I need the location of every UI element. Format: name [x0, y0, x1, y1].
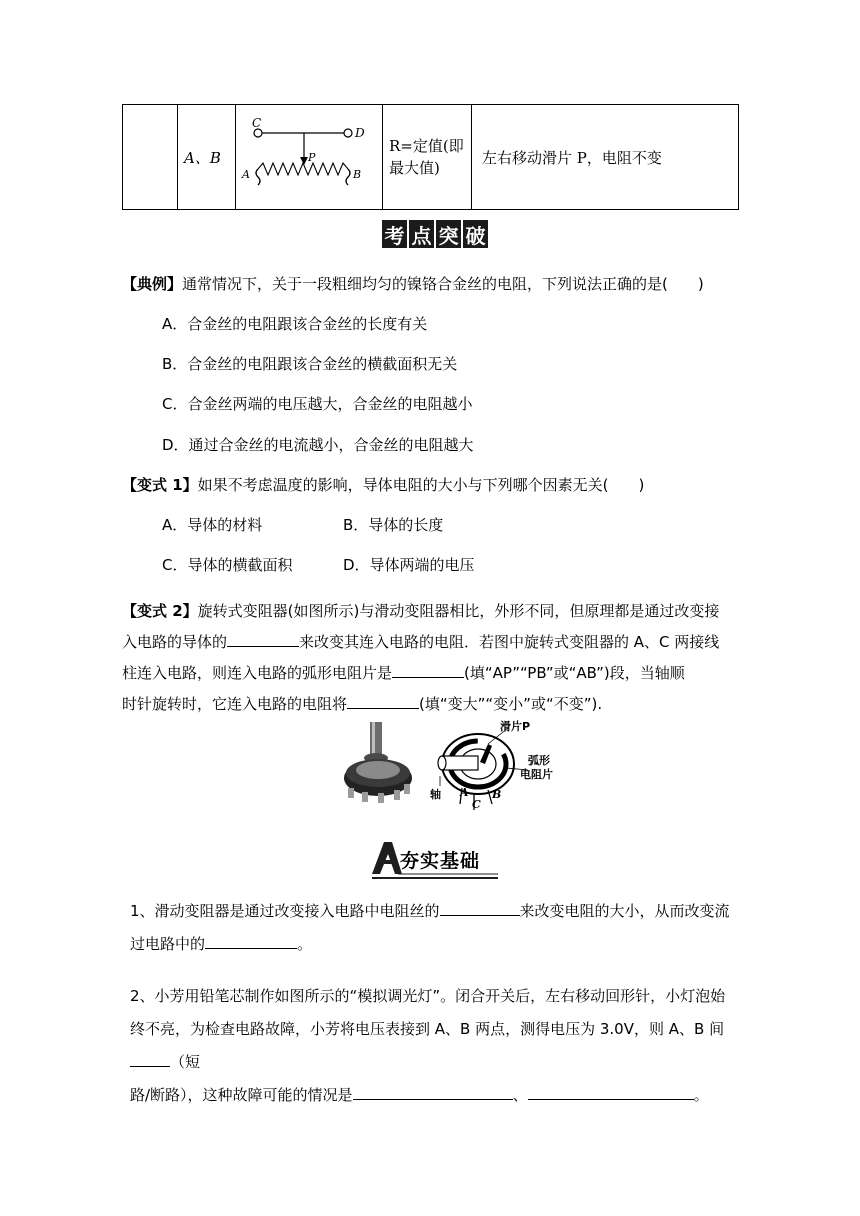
variant2-line3-b: (填“AP”“PB”或“AB”)段，当轴顺	[464, 664, 685, 682]
rotary-rheostat-diagram	[428, 716, 588, 812]
q1-text-d: 。	[297, 935, 313, 953]
variant2-line3-a: 柱连入电路，则连入电路的弧形电阻片是	[122, 664, 393, 682]
rheostat-table-row	[122, 104, 739, 210]
heading-char: 点	[409, 220, 434, 248]
section-heading-foundation	[368, 838, 500, 880]
label-fig-c: C	[472, 798, 481, 811]
blank-q1-1[interactable]	[440, 899, 520, 916]
question-2	[130, 980, 745, 1112]
q2-text-3b: 、	[512, 1086, 528, 1104]
label-d: D	[355, 126, 365, 140]
q2-text-2a: 终不亮，为检查电路故障，小芳将电压表接到 A、B 两点，测得电压为 3.0V，则 A、B 间	[130, 1020, 725, 1038]
example-option-d: D．通过合金丝的电流越小，合金丝的电阻越大	[162, 436, 474, 454]
terminals-cell: A、B	[178, 105, 236, 210]
q2-line-1: 2、小芳用铅笔芯制作如图所示的“模拟调光灯”。闭合开关后，左右移动回形针，小灯泡始	[130, 987, 726, 1005]
blank-q2-2[interactable]	[353, 1083, 513, 1100]
heading-char: 破	[463, 220, 488, 248]
variant1-label: 【变式 1】	[122, 476, 198, 494]
label-arc-1: 弧形	[528, 754, 550, 767]
variant2-line2-a: 入电路的导体的	[122, 633, 228, 651]
example-question	[122, 274, 704, 294]
label-fig-b: B	[492, 788, 502, 801]
rotary-rheostat-photo-icon	[338, 718, 418, 810]
variant2-line4-a: 时针旋转时，它连入电路的电阻将	[122, 695, 348, 713]
variant2-label: 【变式 2】	[122, 602, 198, 620]
blank-q1-2[interactable]	[205, 932, 297, 949]
diagram-cell	[236, 105, 383, 210]
lead-a-icon	[256, 169, 260, 185]
label-slider: 滑片P	[500, 720, 531, 733]
q2-text-3a: 路/断路），这种故障可能的情况是	[130, 1086, 353, 1104]
resistance-wire-icon	[258, 163, 348, 175]
slider-arrow-icon	[300, 157, 308, 165]
variant2-line4-b: (填“变大”“变小”或“不变”).	[419, 695, 603, 713]
label-c: C	[252, 116, 262, 130]
empty-cell	[123, 105, 178, 210]
label-arc-2: 电阻片	[520, 768, 553, 781]
variant1-option-c: C．导体的横截面积	[162, 556, 293, 574]
label-b: B	[353, 168, 362, 181]
example-text: 通常情况下，关于一段粗细均匀的镍铬合金丝的电阻，下列说法正确的是( )	[182, 275, 704, 293]
foundation-title: 夯实基础	[400, 850, 481, 872]
heading-char: 考	[382, 220, 407, 248]
section-heading-exam-points	[382, 220, 488, 248]
blank-q2-3[interactable]	[528, 1083, 694, 1100]
example-option-b: B．合金丝的电阻跟该合金丝的横截面积无关	[162, 355, 458, 373]
rotary-rheostat-photo	[338, 718, 418, 810]
example-option-a: A．合金丝的电阻跟该合金丝的长度有关	[162, 315, 428, 333]
label-a: A	[242, 168, 250, 181]
q1-text-b: 来改变电阻的大小，从而改变流	[519, 902, 730, 920]
variant2-question	[122, 596, 742, 720]
heading-char: 突	[436, 220, 461, 248]
lead-b-icon	[346, 169, 350, 185]
blank-variant2-3[interactable]	[347, 692, 419, 709]
label-p: P	[308, 151, 316, 164]
question-1	[130, 895, 730, 961]
variant1-option-d: D．导体两端的电压	[343, 556, 475, 574]
example-label: 【典例】	[122, 275, 183, 293]
slide-rheostat-diagram	[236, 105, 382, 209]
variant2-line2-b: 来改变其连入电路的电阻．若图中旋转式变阻器的 A、C 两接线	[299, 633, 720, 651]
q1-text-c: 过电路中的	[130, 935, 206, 953]
terminal-d-icon	[344, 129, 352, 137]
resistance-cell: R=定值(即最大值)	[383, 105, 472, 210]
q2-text-3c: 。	[693, 1086, 709, 1104]
effect-cell: 左右移动滑片 P，电阻不变	[472, 105, 739, 210]
variant1-question	[122, 475, 644, 495]
terminal-c-icon	[254, 129, 262, 137]
rotary-diagram-icon	[428, 716, 588, 812]
variant1-option-a: A．导体的材料	[162, 516, 263, 534]
blank-variant2-2[interactable]	[392, 661, 464, 678]
example-option-c: C．合金丝两端的电压越大，合金丝的电阻越小	[162, 395, 473, 413]
blank-q2-1[interactable]	[130, 1050, 170, 1067]
variant1-option-b: B．导体的长度	[343, 516, 444, 534]
q2-text-2b: （短	[170, 1053, 201, 1071]
variant2-line1: 旋转式变阻器(如图所示)与滑动变阻器相比，外形不同，但原理都是通过改变接	[197, 602, 720, 620]
label-axis: 轴	[430, 788, 441, 801]
q1-text-a: 1、滑动变阻器是通过改变接入电路中电阻丝的	[130, 902, 440, 920]
blank-variant2-1[interactable]	[227, 630, 299, 647]
variant1-text: 如果不考虑温度的影响，导体电阻的大小与下列哪个因素无关( )	[197, 476, 645, 494]
label-fig-a: A	[460, 786, 469, 799]
